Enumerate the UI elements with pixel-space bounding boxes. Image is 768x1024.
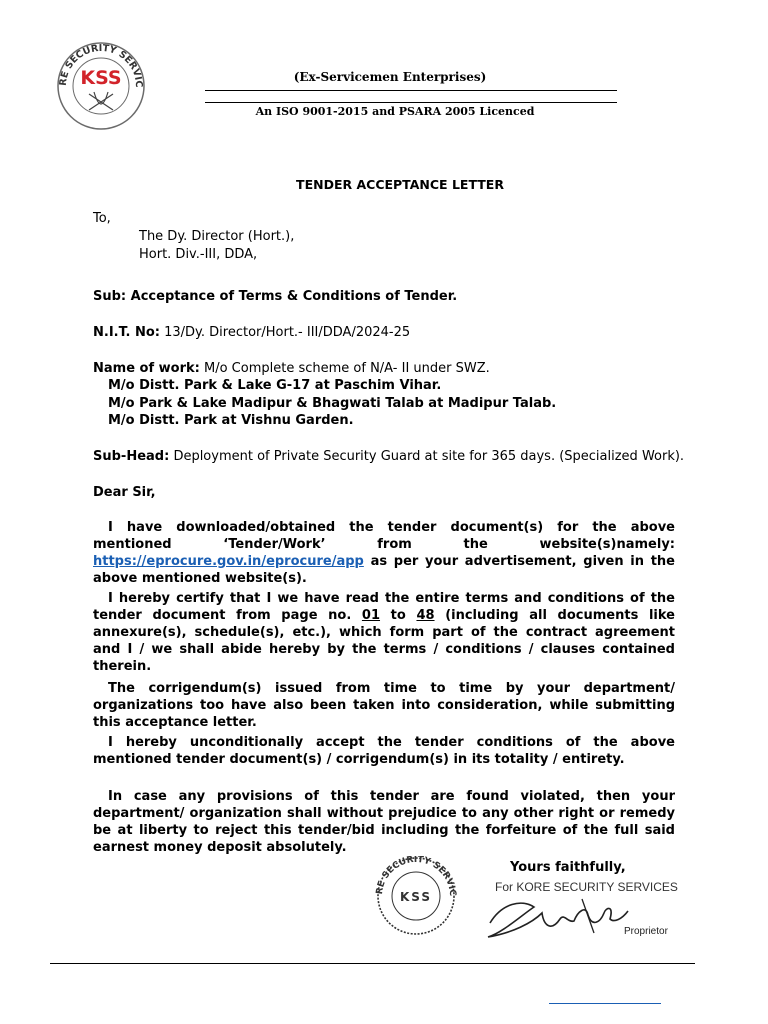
subject-line: Sub: Acceptance of Terms & Conditions of Tender. — [93, 289, 458, 304]
letter-title: TENDER ACCEPTANCE LETTER — [296, 177, 504, 192]
nit-value: 13/Dy. Director/Hort.- III/DDA/2024-25 — [164, 325, 411, 340]
paragraph-2 — [93, 590, 675, 675]
footer-link-rule — [549, 1003, 661, 1004]
work-item-2: M/o Park & Lake Madipur & Bhagwati Talab at Madipur Talab. — [108, 396, 557, 411]
yours-faithfully: Yours faithfully, — [510, 860, 626, 875]
for-company: For KORE SECURITY SERVICES — [495, 880, 678, 894]
paragraph-3: The corrigendum(s) issued from time to time by your department/ organizations too have also been taken into consideration, while submitting this acceptance letter. — [93, 681, 675, 730]
letterhead-subtitle: (Ex-Servicemen Enterprises) — [293, 70, 487, 84]
letterhead-rule-top — [205, 90, 617, 91]
address-to: To, — [93, 211, 111, 226]
paragraph-4: I hereby unconditionally accept the tender conditions of the above mentioned tender document(s) / corrigendum(s) in its totality / entirety. — [93, 735, 675, 767]
name-of-work-value: M/o Complete scheme of N/A- II under SWZ. — [204, 361, 490, 376]
work-item-3: M/o Distt. Park at Vishnu Garden. — [108, 413, 354, 428]
para2-part1: I hereby certify that I we have read the entire terms and conditions of the tender document from page no. — [93, 591, 675, 623]
work-item-1: M/o Distt. Park & Lake G-17 at Paschim Vihar. — [108, 378, 442, 393]
sub-head-line — [93, 448, 684, 465]
nit-line — [93, 324, 410, 341]
stamp-ring-text: RE SECURITY SERVIC — [374, 856, 458, 897]
name-of-work-label: Name of work: — [93, 361, 200, 376]
page-from: 01 — [361, 608, 381, 623]
nit-label: N.I.T. No: — [93, 325, 160, 340]
designation: Proprietor — [624, 926, 668, 937]
page-to-word: to — [390, 608, 406, 623]
paragraph-1 — [93, 519, 675, 587]
sub-head-value: Deployment of Private Security Guard at site for 365 days. (Specialized Work). — [173, 449, 685, 464]
name-of-work — [93, 360, 490, 377]
eprocure-link[interactable]: https://eprocure.gov.in/eprocure/app — [93, 554, 364, 569]
address-line-2: Hort. Div.-III, DDA, — [139, 247, 258, 262]
stamp-initials: KSS — [399, 890, 433, 904]
salutation: Dear Sir, — [93, 485, 156, 500]
address-line-1: The Dy. Director (Hort.), — [139, 229, 295, 244]
logo-ring-text: RE SECURITY SERVIC — [57, 42, 145, 88]
paragraph-5: In case any provisions of this tender are found violated, then your department/ organization shall without prejudice to any other right or remedy be at liberty to reject this tender/bid including the forfeiture of the full said earnest money deposit absolutely. — [93, 789, 675, 855]
footer-rule — [50, 963, 695, 964]
page-to: 48 — [416, 608, 435, 623]
para1-before: I have downloaded/obtained the tender document(s) for the above mentioned ‘Tender/Work’ from the website(s)namely: — [93, 520, 675, 552]
letterhead-licence: An ISO 9001-2015 and PSARA 2005 Licenced — [255, 105, 535, 118]
logo-emblem — [54, 40, 148, 130]
company-stamp — [366, 856, 466, 936]
para2-part2: (including all documents like annexure(s), schedule(s), etc.), which form part of the contract agreement and I / we shall abide hereby by the terms / conditions / clauses contained therein. — [93, 608, 675, 674]
stamp-seal — [366, 856, 466, 936]
sub-head-label: Sub-Head: — [93, 449, 170, 464]
para1-after: as per your advertisement, given in the above mentioned website(s). — [93, 554, 676, 586]
letterhead-rule-bottom — [205, 102, 617, 103]
company-logo — [54, 40, 148, 130]
logo-initials: KSS — [80, 67, 122, 89]
